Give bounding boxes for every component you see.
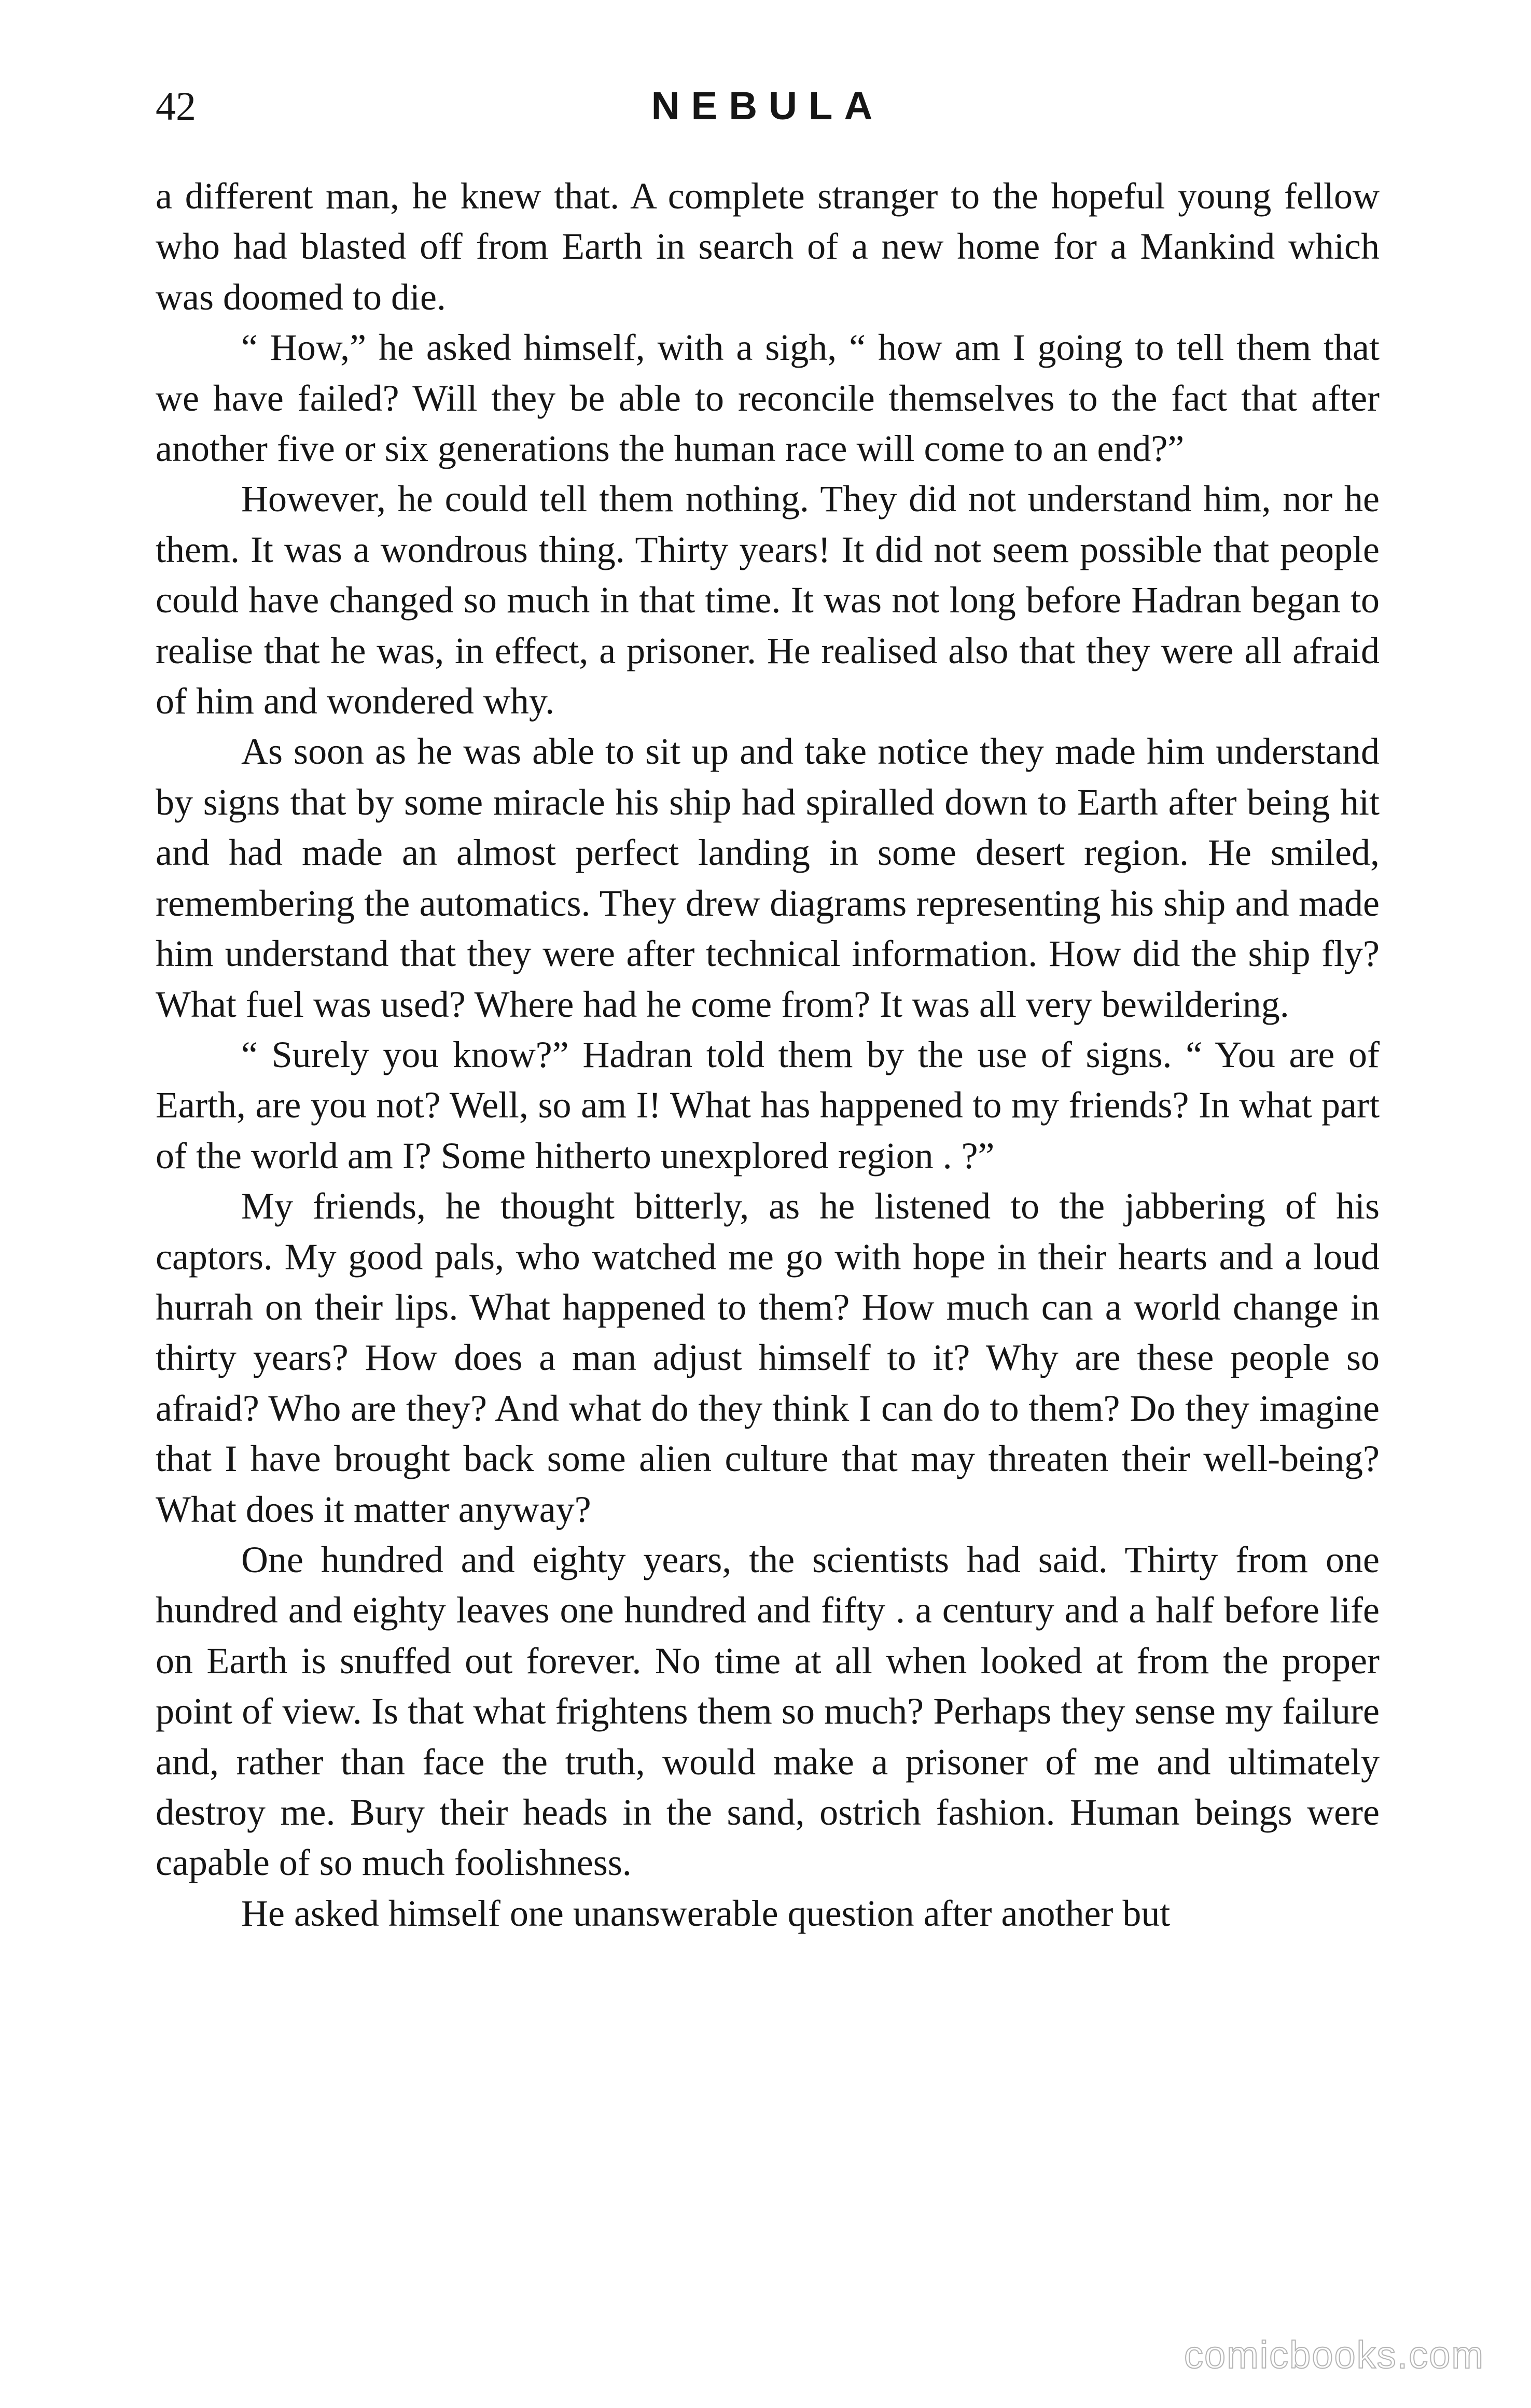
running-head-title: NEBULA — [651, 84, 884, 128]
page-header — [156, 78, 1380, 135]
paragraph: He asked himself one unanswerable question after another but — [241, 1892, 1171, 1934]
paragraph: “ How,” he asked himself, with a sigh, “ how am I going to tell them that we have failed? Will they be able to reconcile themselves to the fact that after another five or six generations the human race will come to an end?” — [156, 327, 1380, 470]
paragraph: “ Surely you know?” Hadran told them by the use of signs. “ You are of Earth, are you not? Well, so am I! What has happened to my friends? In what part of the world am I? Some hitherto unexplored region . ?” — [156, 1033, 1380, 1177]
paragraph: As soon as he was able to sit up and take notice they made him understand by signs that by some miracle his ship had spiralled down to Earth after being hit and had made an almost perfect landing in some desert region. He smiled, remembering the automatics. They drew diagrams representing his ship and made him understand that they were after technical information. How did the ship fly? What fuel was used? Where had he come from? It was all very bewildering. — [156, 731, 1380, 1025]
watermark: comicbooks.com — [1184, 2333, 1484, 2376]
paragraph: One hundred and eighty years, the scientists had said. Thirty from one hundred and eighty leaves one hundred and fifty . a century and a half before life on Earth is snuffed out forever. No time at all when looked at from the proper point of view. Is that what frightens them so much? Perhaps they sense my failure and, rather than face the truth, would make a prisoner of me and ultimately destroy me. Bury their heads in the sand, ostrich fashion. Human beings were capable of so much foolishness. — [156, 1538, 1380, 1884]
body-text — [156, 171, 1380, 1939]
paragraph: a different man, he knew that. A complete stranger to the hopeful young fellow who had blasted off from Earth in search of a new home for a Mankind which was doomed to die. — [156, 175, 1380, 318]
paragraph: However, he could tell them nothing. They did not understand him, nor he them. It was a wondrous thing. Thirty years! It did not seem possible that people could have changed so much in that time. It was not long before Hadran began to realise that he was, in effect, a prisoner. He realised also that they were all afraid of him and wondered why. — [156, 478, 1380, 722]
paragraph: My friends, he thought bitterly, as he listened to the jabbering of his captors. My good pals, who watched me go with hope in their hearts and a loud hurrah on their lips. What happened to them? How much can a world change in thirty years? How does a man adjust himself to it? Why are these people so afraid? Who are they? And what do they think I can do to them? Do they imagine that I have brought back some alien culture that may threaten their well-being? What does it matter anyway? — [156, 1185, 1380, 1530]
page-number: 42 — [156, 83, 196, 129]
